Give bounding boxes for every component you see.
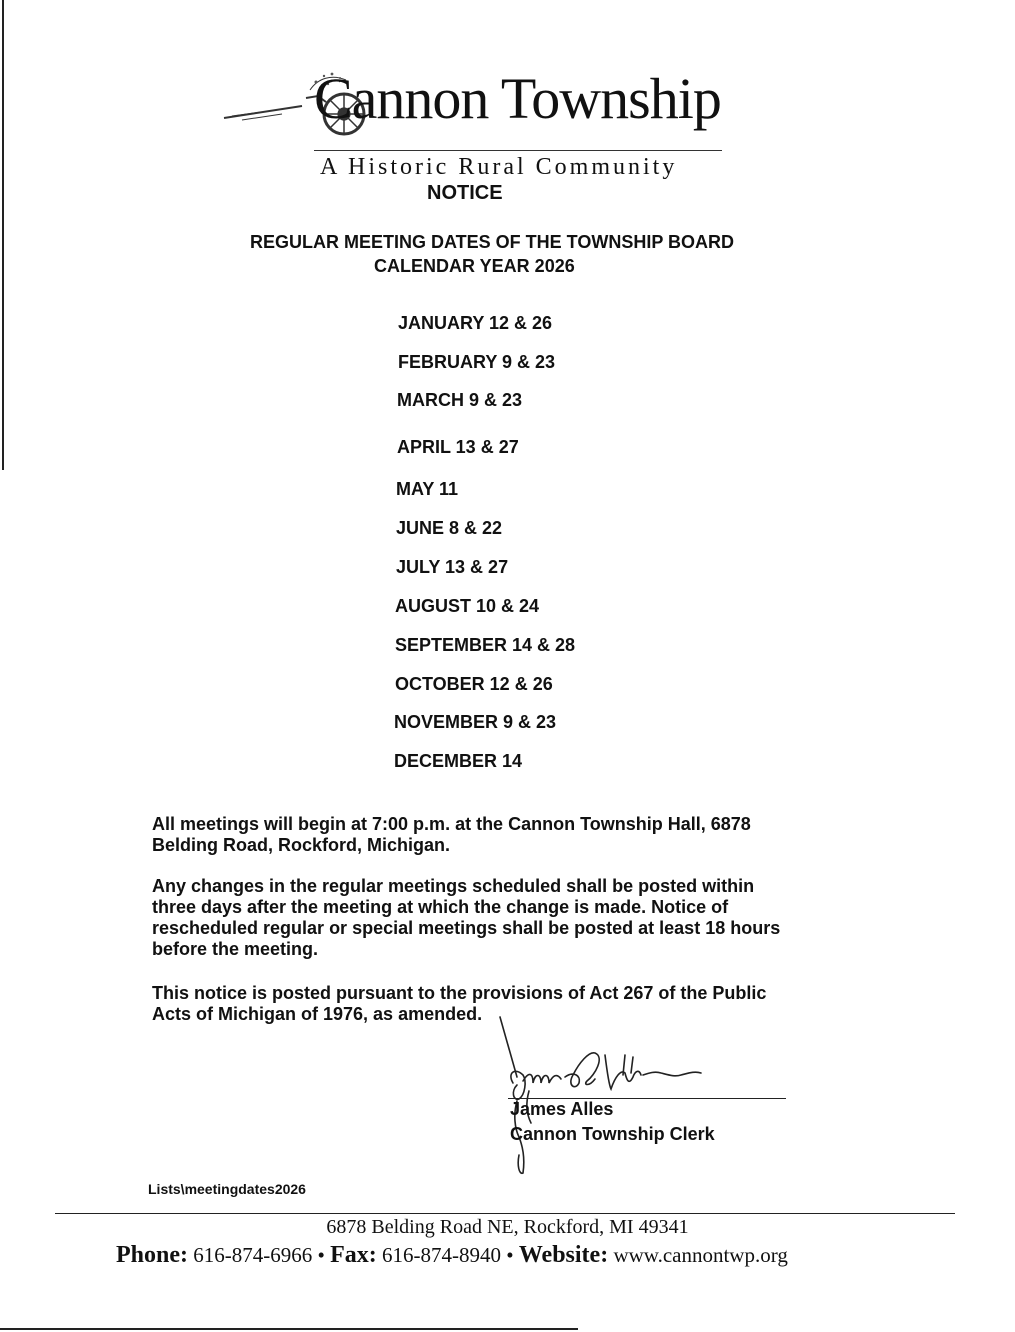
meeting-location-paragraph [152, 814, 852, 856]
meeting-date-june: JUNE 8 & 22 [396, 518, 503, 538]
document-subtitle: CALENDAR YEAR 2026 [374, 256, 575, 276]
meeting-date-december: DECEMBER 14 [394, 751, 523, 771]
schedule-changes-paragraph [152, 876, 852, 960]
phone-number: 616-874-6966 [193, 1243, 313, 1267]
paragraph-line: This notice is posted pursuant to the provisions of Act 267 of the Public [152, 983, 767, 1003]
footer-divider [55, 1213, 955, 1214]
fax-label: Fax: [330, 1242, 377, 1268]
meeting-date-march: MARCH 9 & 23 [397, 390, 523, 410]
logo-subtitle: A Historic Rural Community [320, 154, 678, 180]
logo-divider [314, 150, 722, 151]
fax-number: 616-874-8940 [382, 1243, 502, 1267]
phone-label: Phone: [116, 1242, 188, 1268]
meeting-date-july: JULY 13 & 27 [396, 557, 509, 577]
website-label: Website: [518, 1242, 609, 1268]
scan-edge-line [2, 0, 4, 470]
meeting-date-september: SEPTEMBER 14 & 28 [395, 635, 576, 655]
paragraph-line: three days after the meeting at which the change is made. Notice of [152, 897, 729, 917]
meeting-date-august: AUGUST 10 & 24 [395, 596, 540, 616]
website-link[interactable]: www.cannontwp.org [613, 1243, 788, 1267]
document-title: REGULAR MEETING DATES OF THE TOWNSHIP BOARD [250, 232, 735, 252]
meeting-date-october: OCTOBER 12 & 26 [395, 674, 553, 694]
meeting-date-april: APRIL 13 & 27 [397, 437, 519, 457]
footer-contact [116, 1242, 788, 1269]
meeting-date-february: FEBRUARY 9 & 23 [398, 352, 556, 372]
paragraph-line: All meetings will begin at 7:00 p.m. at the Cannon Township Hall, 6878 [152, 814, 751, 834]
file-reference: Lists\meetingdates2026 [148, 1181, 306, 1197]
meeting-date-may: MAY 11 [396, 479, 459, 499]
paragraph-line: Acts of Michigan of 1976, as amended. [152, 1004, 483, 1024]
separator-dot: • [317, 1243, 325, 1267]
paragraph-line: Any changes in the regular meetings scheduled shall be posted within [152, 876, 755, 896]
meeting-date-november: NOVEMBER 9 & 23 [394, 712, 557, 732]
logo-title: Cannon Township [314, 66, 721, 131]
separator-dot: • [506, 1243, 514, 1267]
meeting-date-january: JANUARY 12 & 26 [398, 313, 553, 333]
paragraph-line: before the meeting. [152, 939, 319, 959]
signer-title: Cannon Township Clerk [510, 1124, 715, 1144]
paragraph-line: rescheduled regular or special meetings shall be posted at least 18 hours [152, 918, 781, 938]
bottom-scan-line [0, 1328, 578, 1330]
township-logo [222, 60, 742, 190]
footer-address: 6878 Belding Road NE, Rockford, MI 49341 [326, 1216, 689, 1238]
paragraph-line: Belding Road, Rockford, Michigan. [152, 835, 451, 855]
signer-name: James Alles [510, 1099, 614, 1119]
notice-heading: NOTICE [427, 182, 503, 204]
